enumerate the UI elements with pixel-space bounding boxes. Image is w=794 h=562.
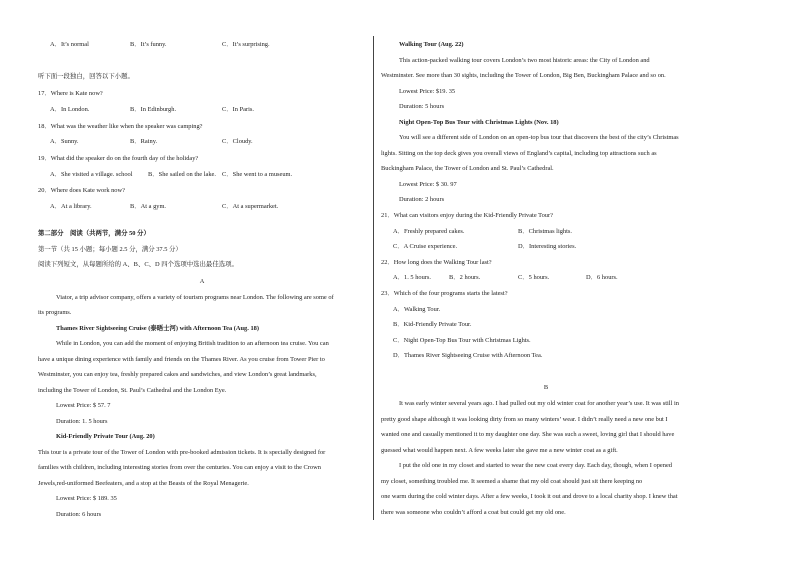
q20-option-b: B．At a gym. [130,203,167,210]
passage-b-line-8: there was someone who couldn’t afford a coat but could get my old one. [381,509,566,516]
part-two-heading: 第二部分 阅读（共两节，满分 50 分） [38,230,150,237]
q18-option-c: C．Cloudy. [222,138,253,145]
q17-option-b: B．In Edinburgh. [130,106,177,113]
tour3-price: Lowest Price: $19. 35 [399,88,456,95]
tour1-line-1: While in London, you can add the moment of enjoying British tradition to an afternoon tea cruise. You can [56,340,329,347]
q22-option-d: D．6 hours. [586,274,618,281]
tour2-line-3: Jewels,red-uniformed Beefeaters, and a stop at the Beasts of the Royal Menagerie. [38,480,249,487]
reading-instruction: 阅读下列短文，从每题所给的 A、B、C、D 四个选项中选出最佳选项。 [38,261,238,268]
passage-b-line-7: one warm during the cold winter days. After a few weeks, I took it out and drove to a local charity shop. I knew that [381,493,678,500]
passage-b-line-1: It was early winter several years ago. I had pulled out my old winter coat for another year’s use. It was still in [399,400,679,407]
tour3-duration: Duration: 5 hours [399,103,445,110]
q16-option-c: C．It’s surprising. [222,41,270,48]
section-one-heading: 第一节（共 15 小题；每小题 2.5 分，满分 37.5 分） [38,246,182,253]
tour4-duration: Duration: 2 hours [399,196,445,203]
q21-option-d: D．Interesting stories. [518,243,577,250]
tour2-duration: Duration: 6 hours [56,511,102,518]
tour2-title: Kid-Friendly Private Tour (Aug. 20) [56,433,155,440]
passage-a-label: A [199,278,205,285]
tour1-duration: Duration: 1. 5 hours [56,418,108,425]
listening-intro: 听下面一段独白，回答以下小题。 [38,73,134,80]
tour3-title: Walking Tour (Aug. 22) [399,41,464,48]
passage-b-label: B [543,384,549,391]
tour4-line-3: Buckingham Palace, the Tower of London and St. Paul’s Cathedral. [381,165,554,172]
q23-option-d: D．Thames River Sightseeing Cruise with Afternoon Tea. [393,352,543,359]
q23-option-b: B．Kid-Friendly Private Tour. [393,321,472,328]
q20-option-c: C．At a supermarket. [222,203,279,210]
question-20: 20．Where does Kate work now? [38,187,125,194]
intro-line-2: its programs. [38,309,72,316]
q16-option-b: B．It’s funny. [130,41,167,48]
q18-option-b: B．Rainy. [130,138,158,145]
tour1-line-4: including the Tower of London, St. Paul’s Cathedral and the London Eye. [38,387,227,394]
question-17: 17．Where is Kate now? [38,90,103,97]
passage-b-line-4: guessed what would happen next. A few weeks later she gave me a new winter coat as a gift. [381,447,618,454]
tour2-line-2: families with children, including interesting stories from over the centuries. You can enjoy a visit to the Crown [38,464,321,471]
q22-option-c: C．5 hours. [518,274,550,281]
passage-b-line-6: my closet, something troubled me. It seemed a shame that my old coat should just sit there keeping no [381,478,643,485]
intro-line-1: Viator, a trip advisor company, offers a variety of tourism programs near London. The following are some of [56,294,334,301]
q18-option-a: A．Sunny. [50,138,79,145]
q17-option-a: A．In London. [50,106,90,113]
q22-option-a: A．1. 5 hours. [393,274,431,281]
tour4-line-1: You will see a different side of London on an open-top bus tour that discovers the best of the city’s Christmas [399,134,679,141]
q21-option-c: C．A Cruise experience. [393,243,458,250]
tour1-line-2: have a unique dining experience with family and friends on the Thames River. As you cruise from Tower Pier to [38,356,325,363]
question-18: 18．What was the weather like when the speaker was camping? [38,123,203,130]
question-22: 22．How long does the Walking Tour last? [381,259,492,266]
passage-b-line-2: pretty good shape although it was looking dirty from so many winters’ wear. I didn’t really need a new one but I [381,416,668,423]
q21-option-b: B．Christmas lights. [518,228,572,235]
tour1-line-3: Westminster, you can enjoy tea, freshly prepared cakes and sandwiches, and view London’s great landmarks, [38,371,317,378]
passage-b-line-3: wanted one and casually mentioned it to my daughter one day. She was such a sweet, loving girl that I should have [381,431,675,438]
tour4-title: Night Open-Top Bus Tour with Christmas Lights (Nov. 18) [399,119,559,126]
q23-option-a: A．Walking Tour. [393,306,441,313]
q19-option-b: B．She sailed on the lake. [148,171,216,178]
tour2-line-1: This tour is a private tour of the Tower of London with pre-booked admission tickets. It is specially designed for [38,449,326,456]
question-21: 21．What can visitors enjoy during the Kid-Friendly Private Tour? [381,212,553,219]
tour2-price: Lowest Price: $ 189. 35 [56,495,117,502]
q23-option-c: C．Night Open-Top Bus Tour with Christmas Lights. [393,337,531,344]
column-divider [373,36,374,520]
q19-option-c: C．She went to a museum. [222,171,293,178]
q19-option-a: A．She visited a village. school [50,171,133,178]
tour4-price: Lowest Price: $ 30. 97 [399,181,457,188]
tour3-line-1: This action-packed walking tour covers London’s two most historic areas: the City of London and [399,57,650,64]
tour1-price: Lowest Price: $ 57. 7 [56,402,111,409]
tour3-line-2: Westminster. See more than 30 sights, including the Tower of London, Big Ben, Buckingham Palace and so on. [381,72,666,79]
question-23: 23．Which of the four programs starts the latest? [381,290,508,297]
q20-option-a: A．At a library. [50,203,92,210]
q16-option-a: A．It’s normal [50,41,89,48]
tour4-line-2: lights. Sitting on the top deck gives you overall views of England’s capital, including top attractions such as [381,150,657,157]
q22-option-b: B．2 hours. [449,274,481,281]
q17-option-c: C．In Paris. [222,106,254,113]
q21-option-a: A．Freshly prepared cakes. [393,228,465,235]
tour1-title: Thames River Sightseeing Cruise (泰晤士河) with Afternoon Tea (Aug. 18) [56,325,259,332]
passage-b-line-5: I put the old one in my closet and started to wear the new coat every day. Each day, though, when I opened [399,462,672,469]
question-19: 19．What did the speaker do on the fourth day of the holiday? [38,155,199,162]
